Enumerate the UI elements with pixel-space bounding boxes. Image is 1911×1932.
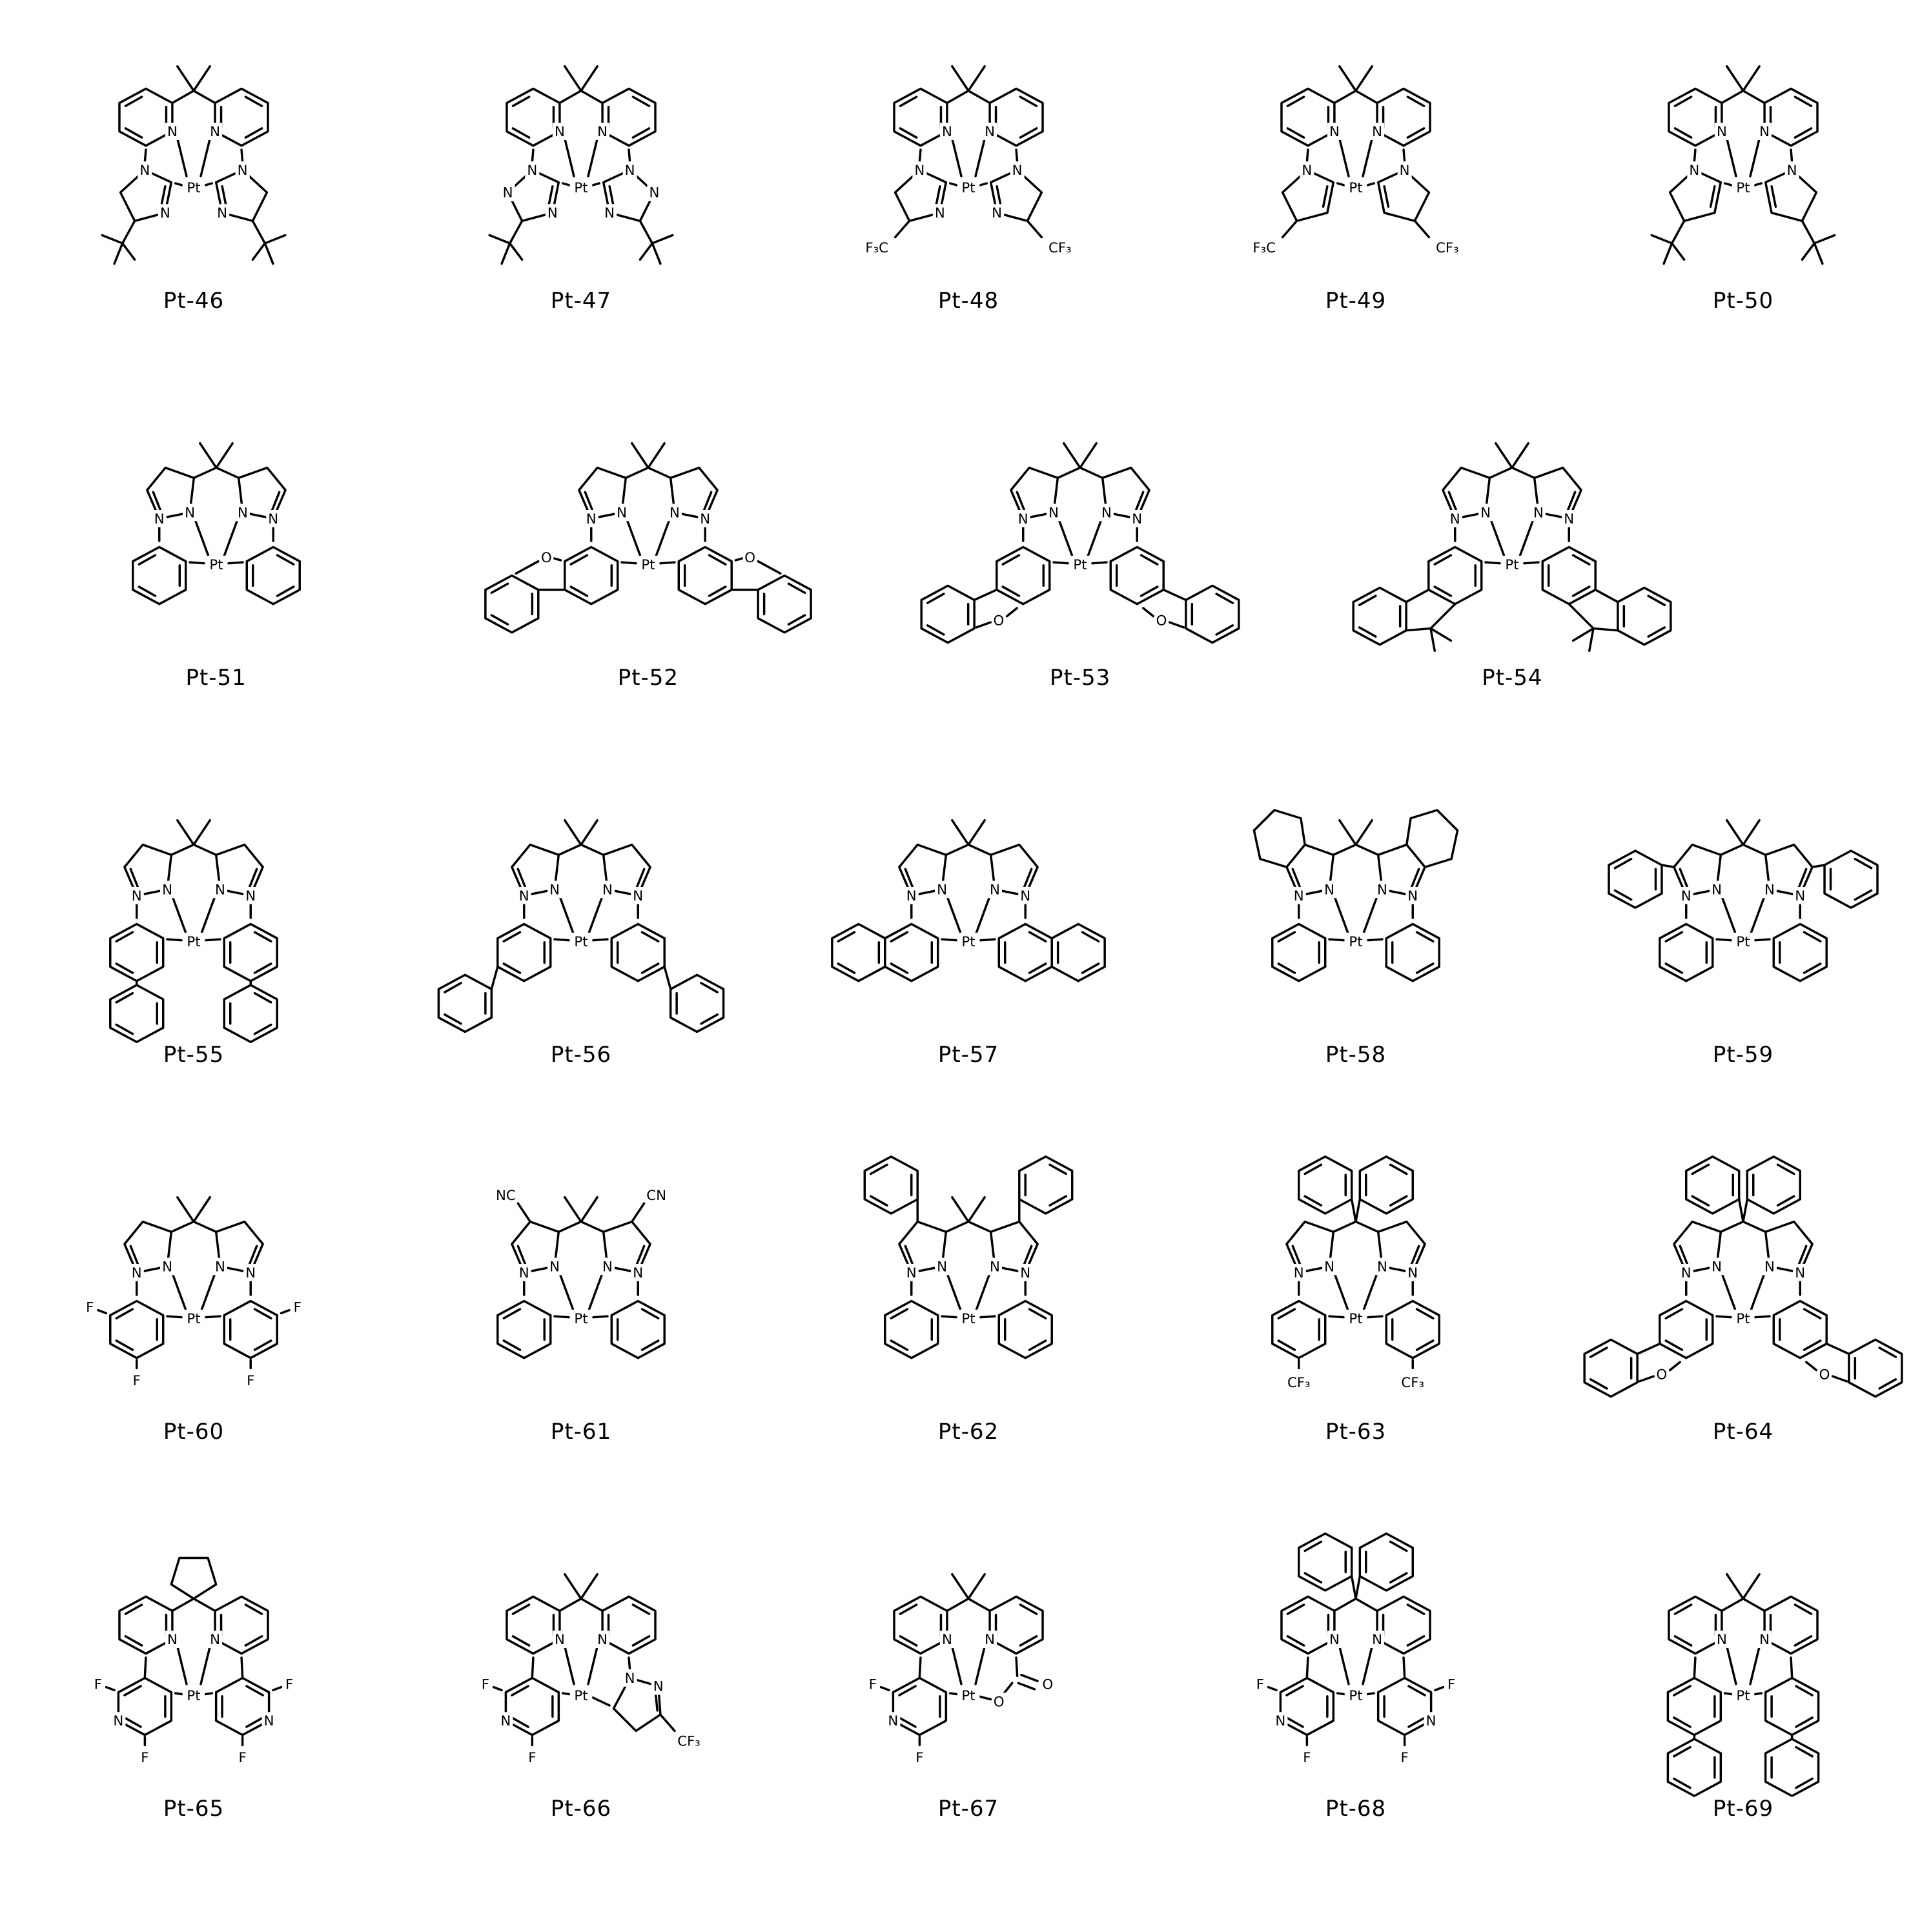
svg-text:CF₃: CF₃ bbox=[677, 1733, 700, 1750]
svg-text:N: N bbox=[1764, 882, 1775, 899]
svg-text:NC: NC bbox=[496, 1188, 516, 1205]
molecule-drawing-pt-50 bbox=[1575, 19, 1911, 294]
svg-text:N: N bbox=[1533, 505, 1544, 522]
svg-text:F: F bbox=[238, 1749, 247, 1766]
molecule-drawing-pt-59 bbox=[1575, 773, 1911, 1048]
structure-pt-58 bbox=[1188, 773, 1524, 1068]
svg-text:CF₃: CF₃ bbox=[1287, 1375, 1311, 1392]
svg-text:Pt: Pt bbox=[574, 1687, 588, 1704]
svg-text:N: N bbox=[992, 205, 1003, 222]
structure-pt-62 bbox=[801, 1150, 1136, 1445]
svg-text:N: N bbox=[906, 888, 917, 904]
compound-label: Pt-66 bbox=[550, 1796, 612, 1822]
compound-label: Pt-46 bbox=[163, 288, 225, 314]
svg-text:N: N bbox=[906, 1265, 917, 1281]
structure-pt-52 bbox=[458, 396, 838, 691]
svg-text:F₃C: F₃C bbox=[1252, 239, 1276, 256]
svg-text:F: F bbox=[285, 1676, 294, 1693]
svg-text:N: N bbox=[184, 505, 195, 522]
compound-label: Pt-59 bbox=[1712, 1042, 1774, 1068]
molecule-drawing-pt-60 bbox=[26, 1150, 362, 1425]
svg-text:N: N bbox=[616, 505, 627, 522]
molecule-drawing-pt-53 bbox=[912, 396, 1248, 671]
svg-text:F: F bbox=[1400, 1749, 1409, 1766]
svg-text:N: N bbox=[1681, 1265, 1691, 1281]
compound-label: Pt-55 bbox=[163, 1042, 225, 1068]
svg-text:N: N bbox=[159, 205, 170, 222]
structure-pt-59 bbox=[1575, 773, 1911, 1068]
svg-text:N: N bbox=[1426, 1713, 1436, 1730]
compound-label: Pt-64 bbox=[1712, 1419, 1774, 1445]
svg-text:N: N bbox=[1399, 163, 1410, 179]
structure-pt-65 bbox=[26, 1527, 362, 1822]
svg-text:N: N bbox=[167, 124, 178, 141]
structure-pt-51 bbox=[26, 396, 406, 691]
svg-text:O: O bbox=[540, 549, 552, 566]
molecule-drawing-pt-52 bbox=[480, 396, 816, 671]
svg-text:N: N bbox=[131, 1265, 142, 1281]
molecule-drawing-pt-65 bbox=[26, 1527, 362, 1802]
compound-label: Pt-65 bbox=[163, 1796, 225, 1822]
structure-pt-64 bbox=[1575, 1150, 1911, 1445]
structure-pt-47 bbox=[413, 19, 749, 314]
svg-text:O: O bbox=[1156, 613, 1167, 629]
molecule-drawing-pt-69 bbox=[1575, 1527, 1911, 1802]
svg-text:Pt: Pt bbox=[641, 556, 655, 573]
svg-text:N: N bbox=[1101, 505, 1112, 522]
structure-pt-49 bbox=[1188, 19, 1524, 314]
compound-label: Pt-58 bbox=[1325, 1042, 1387, 1068]
svg-text:N: N bbox=[1764, 1259, 1775, 1276]
svg-text:N: N bbox=[1712, 882, 1722, 899]
svg-text:Pt: Pt bbox=[961, 933, 976, 950]
svg-text:F: F bbox=[528, 1749, 537, 1766]
svg-text:N: N bbox=[518, 888, 529, 904]
structure-pt-54 bbox=[1322, 396, 1702, 691]
svg-text:N: N bbox=[245, 888, 256, 904]
structure-pt-67 bbox=[801, 1527, 1136, 1822]
svg-text:Pt: Pt bbox=[1349, 179, 1363, 196]
row-1 bbox=[0, 9, 1797, 324]
svg-text:F: F bbox=[293, 1299, 301, 1316]
svg-text:Pt: Pt bbox=[1349, 1687, 1363, 1704]
svg-text:Pt: Pt bbox=[187, 179, 201, 196]
svg-text:F: F bbox=[86, 1299, 94, 1316]
svg-text:F: F bbox=[1303, 1749, 1311, 1766]
svg-text:N: N bbox=[633, 888, 644, 904]
svg-text:N: N bbox=[554, 1632, 565, 1649]
molecule-drawing-pt-47 bbox=[413, 19, 749, 294]
structure-pt-48 bbox=[801, 19, 1136, 314]
molecule-drawing-pt-67 bbox=[801, 1527, 1136, 1802]
svg-text:N: N bbox=[1564, 511, 1575, 527]
svg-text:N: N bbox=[263, 1713, 274, 1730]
svg-text:N: N bbox=[941, 1632, 952, 1649]
compound-label: Pt-54 bbox=[1482, 665, 1543, 691]
structure-pt-56 bbox=[413, 773, 749, 1068]
svg-text:N: N bbox=[653, 1678, 664, 1695]
svg-text:N: N bbox=[1377, 1259, 1387, 1276]
svg-text:Pt: Pt bbox=[961, 1310, 976, 1327]
svg-text:Pt: Pt bbox=[187, 1310, 201, 1327]
structure-pt-61 bbox=[413, 1150, 749, 1445]
molecule-drawing-pt-64 bbox=[1575, 1150, 1911, 1425]
svg-text:Pt: Pt bbox=[574, 1310, 588, 1327]
svg-text:CF₃: CF₃ bbox=[1436, 239, 1459, 256]
compound-label: Pt-49 bbox=[1325, 288, 1387, 314]
svg-text:Pt: Pt bbox=[1505, 556, 1519, 573]
svg-text:Pt: Pt bbox=[574, 933, 588, 950]
svg-text:N: N bbox=[1480, 505, 1491, 522]
molecule-drawing-pt-55 bbox=[26, 773, 362, 1048]
structure-pt-63 bbox=[1188, 1150, 1524, 1445]
svg-text:N: N bbox=[1786, 163, 1797, 179]
structure-pt-46 bbox=[26, 19, 362, 314]
molecule-drawing-pt-56 bbox=[413, 773, 749, 1048]
molecule-drawing-pt-61 bbox=[413, 1150, 749, 1425]
svg-text:CF₃: CF₃ bbox=[1401, 1375, 1425, 1392]
svg-text:N: N bbox=[1012, 163, 1023, 179]
svg-text:N: N bbox=[549, 882, 560, 899]
compound-label: Pt-61 bbox=[550, 1419, 612, 1445]
molecule-drawing-pt-46 bbox=[26, 19, 362, 294]
compound-label: Pt-52 bbox=[617, 665, 679, 691]
svg-text:N: N bbox=[245, 1265, 256, 1281]
svg-text:F: F bbox=[915, 1749, 924, 1766]
svg-text:N: N bbox=[597, 124, 608, 141]
svg-text:N: N bbox=[602, 882, 613, 899]
svg-text:N: N bbox=[1795, 888, 1806, 904]
svg-text:N: N bbox=[1020, 1265, 1031, 1281]
svg-text:N: N bbox=[914, 163, 925, 179]
svg-text:F: F bbox=[94, 1676, 102, 1693]
svg-text:N: N bbox=[131, 888, 142, 904]
svg-text:N: N bbox=[1681, 888, 1691, 904]
svg-text:O: O bbox=[744, 549, 755, 566]
compound-label: Pt-62 bbox=[937, 1419, 999, 1445]
svg-text:N: N bbox=[1132, 511, 1143, 527]
compound-label: Pt-56 bbox=[550, 1042, 612, 1068]
svg-text:N: N bbox=[1689, 163, 1700, 179]
svg-text:F: F bbox=[868, 1676, 877, 1693]
compound-label: Pt-69 bbox=[1712, 1796, 1774, 1822]
structure-pt-55 bbox=[26, 773, 362, 1068]
svg-text:N: N bbox=[215, 882, 225, 899]
svg-text:F: F bbox=[1447, 1676, 1456, 1693]
svg-text:O: O bbox=[1042, 1676, 1054, 1693]
structure-pt-53 bbox=[890, 396, 1271, 691]
svg-text:F: F bbox=[481, 1676, 489, 1693]
compound-label: Pt-50 bbox=[1712, 288, 1774, 314]
compound-label: Pt-60 bbox=[163, 1419, 225, 1445]
svg-text:N: N bbox=[937, 1259, 947, 1276]
molecule-drawing-pt-57 bbox=[801, 773, 1136, 1048]
svg-text:N: N bbox=[1324, 1259, 1334, 1276]
compound-label: Pt-53 bbox=[1049, 665, 1111, 691]
row-5 bbox=[0, 1517, 1774, 1832]
svg-text:N: N bbox=[888, 1713, 899, 1730]
svg-text:N: N bbox=[1716, 124, 1727, 141]
structure-pt-57 bbox=[801, 773, 1136, 1068]
svg-text:N: N bbox=[604, 205, 615, 222]
svg-text:N: N bbox=[1407, 1265, 1418, 1281]
svg-text:N: N bbox=[139, 163, 150, 179]
svg-text:N: N bbox=[1759, 124, 1770, 141]
svg-text:F: F bbox=[247, 1372, 255, 1389]
svg-text:Pt: Pt bbox=[574, 179, 588, 196]
svg-text:N: N bbox=[502, 185, 513, 201]
svg-text:N: N bbox=[597, 1632, 608, 1649]
svg-text:N: N bbox=[1293, 888, 1304, 904]
svg-text:N: N bbox=[1329, 1632, 1340, 1649]
svg-text:N: N bbox=[1407, 888, 1418, 904]
svg-text:F: F bbox=[132, 1372, 141, 1389]
row-3 bbox=[0, 763, 1806, 1078]
structure-pt-50 bbox=[1575, 19, 1911, 314]
svg-text:N: N bbox=[985, 124, 996, 141]
molecule-drawing-pt-66 bbox=[413, 1527, 749, 1802]
svg-text:Pt: Pt bbox=[209, 556, 223, 573]
svg-text:N: N bbox=[1759, 1632, 1770, 1649]
svg-text:N: N bbox=[633, 1265, 644, 1281]
svg-text:Pt: Pt bbox=[1349, 933, 1363, 950]
molecule-drawing-pt-62 bbox=[801, 1150, 1136, 1425]
svg-text:CF₃: CF₃ bbox=[1048, 239, 1072, 256]
svg-text:Pt: Pt bbox=[1736, 1687, 1750, 1704]
svg-text:F: F bbox=[1256, 1676, 1264, 1693]
svg-text:N: N bbox=[549, 1259, 560, 1276]
svg-text:N: N bbox=[700, 511, 711, 527]
svg-text:Pt: Pt bbox=[961, 179, 976, 196]
structure-pt-60 bbox=[26, 1150, 362, 1445]
svg-text:N: N bbox=[527, 163, 538, 179]
structure-pt-66 bbox=[413, 1527, 749, 1822]
row-2 bbox=[0, 386, 1728, 701]
svg-text:N: N bbox=[154, 511, 165, 527]
svg-text:N: N bbox=[1020, 888, 1031, 904]
svg-text:N: N bbox=[518, 1265, 529, 1281]
svg-text:N: N bbox=[586, 511, 597, 527]
svg-text:N: N bbox=[985, 1632, 996, 1649]
svg-text:Pt: Pt bbox=[961, 1687, 976, 1704]
svg-text:N: N bbox=[669, 505, 680, 522]
svg-text:N: N bbox=[215, 1259, 225, 1276]
svg-text:O: O bbox=[993, 1694, 1005, 1711]
svg-text:N: N bbox=[990, 882, 1000, 899]
compound-label: Pt-57 bbox=[937, 1042, 999, 1068]
svg-text:N: N bbox=[941, 124, 952, 141]
svg-text:F: F bbox=[141, 1749, 149, 1766]
svg-text:N: N bbox=[1017, 511, 1028, 527]
row-4 bbox=[0, 1140, 1830, 1455]
svg-text:Pt: Pt bbox=[1073, 556, 1087, 573]
svg-text:N: N bbox=[237, 163, 248, 179]
svg-text:F₃C: F₃C bbox=[865, 239, 888, 256]
svg-text:N: N bbox=[162, 882, 172, 899]
svg-text:N: N bbox=[547, 205, 558, 222]
molecule-drawing-pt-48 bbox=[801, 19, 1136, 294]
molecule-drawing-pt-54 bbox=[1344, 396, 1680, 671]
svg-text:N: N bbox=[267, 511, 278, 527]
svg-text:N: N bbox=[1329, 124, 1340, 141]
svg-text:CN: CN bbox=[646, 1188, 666, 1205]
svg-text:N: N bbox=[649, 185, 660, 201]
svg-text:N: N bbox=[1275, 1713, 1286, 1730]
svg-text:N: N bbox=[1712, 1259, 1722, 1276]
svg-text:O: O bbox=[993, 613, 1005, 629]
structure-pt-68 bbox=[1188, 1527, 1524, 1822]
svg-text:N: N bbox=[237, 505, 248, 522]
svg-text:N: N bbox=[937, 882, 947, 899]
molecule-drawing-pt-68 bbox=[1188, 1527, 1524, 1802]
svg-text:O: O bbox=[1819, 1367, 1830, 1383]
svg-text:N: N bbox=[1372, 1632, 1383, 1649]
svg-text:N: N bbox=[1377, 882, 1387, 899]
molecule-drawing-pt-63 bbox=[1188, 1150, 1524, 1425]
svg-text:N: N bbox=[1324, 882, 1334, 899]
molecule-drawing-pt-58 bbox=[1188, 773, 1524, 1048]
svg-text:N: N bbox=[1716, 1632, 1727, 1649]
svg-text:N: N bbox=[990, 1259, 1000, 1276]
svg-text:N: N bbox=[113, 1713, 124, 1730]
svg-text:Pt: Pt bbox=[187, 933, 201, 950]
compound-label: Pt-68 bbox=[1325, 1796, 1387, 1822]
compound-label: Pt-63 bbox=[1325, 1419, 1387, 1445]
svg-text:N: N bbox=[934, 205, 945, 222]
svg-text:Pt: Pt bbox=[1349, 1310, 1363, 1327]
svg-text:N: N bbox=[217, 205, 228, 222]
svg-text:N: N bbox=[167, 1632, 178, 1649]
svg-text:N: N bbox=[554, 124, 565, 141]
molecule-drawing-pt-51 bbox=[48, 396, 384, 671]
svg-text:N: N bbox=[1293, 1265, 1304, 1281]
compound-label: Pt-48 bbox=[937, 288, 999, 314]
svg-text:N: N bbox=[1302, 163, 1313, 179]
svg-text:Pt: Pt bbox=[1736, 1310, 1750, 1327]
molecule-drawing-pt-49 bbox=[1188, 19, 1524, 294]
svg-text:N: N bbox=[1795, 1265, 1806, 1281]
svg-text:N: N bbox=[210, 1632, 221, 1649]
svg-text:Pt: Pt bbox=[187, 1687, 201, 1704]
svg-text:Pt: Pt bbox=[1736, 179, 1750, 196]
svg-text:O: O bbox=[1656, 1367, 1668, 1383]
svg-text:N: N bbox=[1048, 505, 1059, 522]
svg-text:N: N bbox=[602, 1259, 613, 1276]
svg-text:N: N bbox=[1450, 511, 1461, 527]
svg-text:N: N bbox=[624, 163, 635, 179]
svg-text:N: N bbox=[624, 1671, 635, 1687]
compound-label: Pt-47 bbox=[550, 288, 612, 314]
svg-text:N: N bbox=[1372, 124, 1383, 141]
svg-text:Pt: Pt bbox=[1736, 933, 1750, 950]
svg-text:N: N bbox=[500, 1713, 511, 1730]
compound-label: Pt-51 bbox=[185, 665, 247, 691]
svg-text:N: N bbox=[162, 1259, 172, 1276]
structure-pt-69 bbox=[1575, 1527, 1911, 1822]
compound-label: Pt-67 bbox=[937, 1796, 999, 1822]
svg-text:N: N bbox=[210, 124, 221, 141]
